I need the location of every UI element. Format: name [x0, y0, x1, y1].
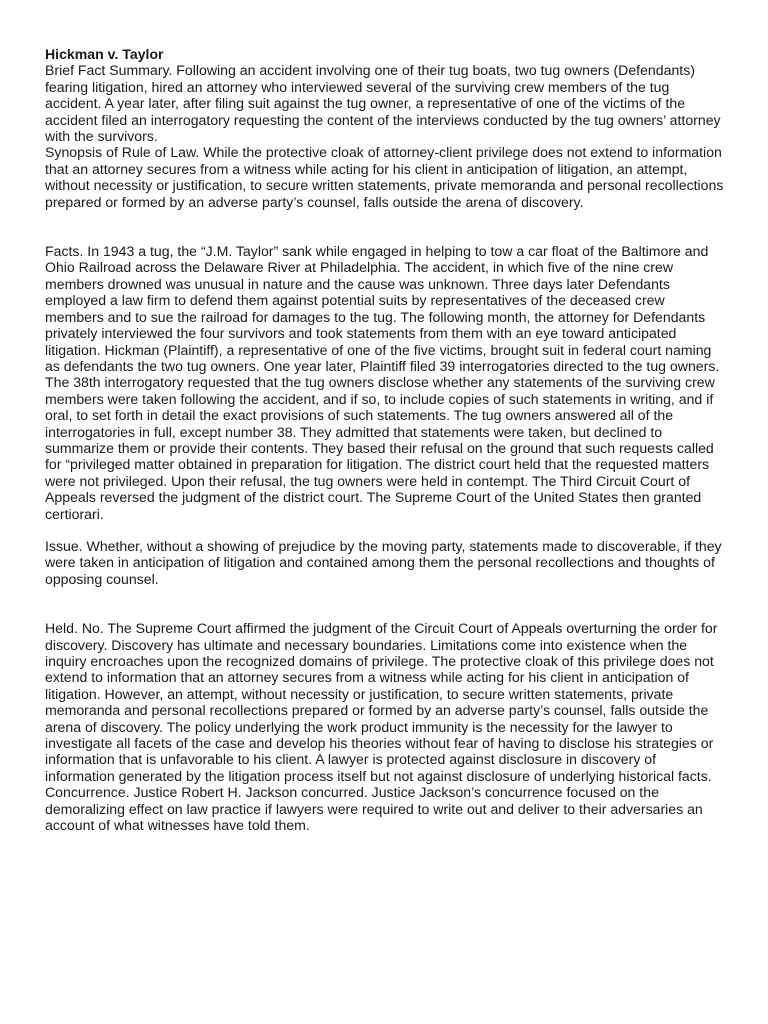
held-paragraph: Held. No. The Supreme Court affirmed the judgment of the Circuit Court of Appeals overturning the order for discovery. Discovery has ultimate and necessary boundaries. Limitations come into existence when the inquiry encroaches upon the recognized domains of privilege. The protective cloak of this privilege does not extend to information that an attorney secures from a witness while acting for his client in anticipation of litigation. However, an attempt, without necessity or justification, to secure written statements, private memoranda and personal recollections prepared or formed by an adverse party’s counsel, falls outside the arena of discovery. The policy underlying the work product immunity is the necessity for the lawyer to investigate all facets of the case and develop his theories without fear of having to disclose his strategies or information that is unfavorable to his client. A lawyer is protected against disclosure in discovery of information generated by the litigation process itself but not against disclosure of underlying historical facts. Concurrence. Justice Robert H. Jackson concurred. Justice Jackson’s concurrence focused on the demoralizing effect on law practice if lawyers were required to write out and deliver to their adversaries an account of what witnesses have told them. [45, 620, 718, 834]
facts-paragraph: Facts. In 1943 a tug, the “J.M. Taylor” sank while engaged in helping to tow a car float of the Baltimore and Ohio Railroad across the Delaware River at Philadelphia. The accident, in which five of the nine crew members drowned was unusual in nature and the cause was unknown. Three days later Defendants employed a law firm to defend them against potential suits by representatives of the deceased crew members and to sue the railroad for damages to the tug. The following month, the attorney for Defendants privately interviewed the four survivors and took statements from them with an eye toward anticipated litigation. Hickman (Plaintiff), a representative of one of the five victims, brought suit in federal court naming as defendants the two tug owners. One year later, Plaintiff filed 39 interrogatories directed to the tug owners. The 38th interrogatory requested that the tug owners disclose whether any statements of the surviving crew members were taken following the accident, and if so, to include copies of such statements in writing, and if oral, to set forth in detail the exact provisions of such statements. The tug owners answered all of the interrogatories in full, except number 38. They admitted that statements were taken, but declined to summarize them or provide their contents. They based their refusal on the ground that such requests called for “privileged matter obtained in preparation for litigation. The district court held that the requested matters were not privileged. Upon their refusal, the tug owners were held in contempt. The Third Circuit Court of Appeals reversed the judgment of the district court. The Supreme Court of the United States then granted certiorari. [45, 243, 720, 522]
document-page [45, 46, 725, 833]
case-title: Hickman v. Taylor [45, 46, 164, 62]
synopsis-of-rule-of-law: Synopsis of Rule of Law. While the protective cloak of attorney-client privilege does not extend to information that an attorney secures from a witness while acting for his client in anticipation of litigation, an attempt, without necessity or justification, to secure written statements, private memoranda and personal recollections prepared or formed by an adverse party’s counsel, falls outside the arena of discovery. [45, 144, 724, 210]
spacer [45, 587, 725, 620]
brief-fact-summary: Brief Fact Summary. Following an accident involving one of their tug boats, two tug owners (Defendants) fearing litigation, hired an attorney who interviewed several of the surviving crew members of the tug accident. A year later, after filing suit against the tug owner, a representative of one of the victims of the accident filed an interrogatory requesting the content of the interviews conducted by the tug owners’ attorney with the survivors. [45, 62, 721, 145]
spacer [45, 210, 725, 243]
issue-paragraph: Issue. Whether, without a showing of prejudice by the moving party, statements made to discoverable, if they were taken in anticipation of litigation and contained among them the personal recollections and thoughts of opposing counsel. [45, 537, 722, 587]
spacer [45, 522, 725, 538]
